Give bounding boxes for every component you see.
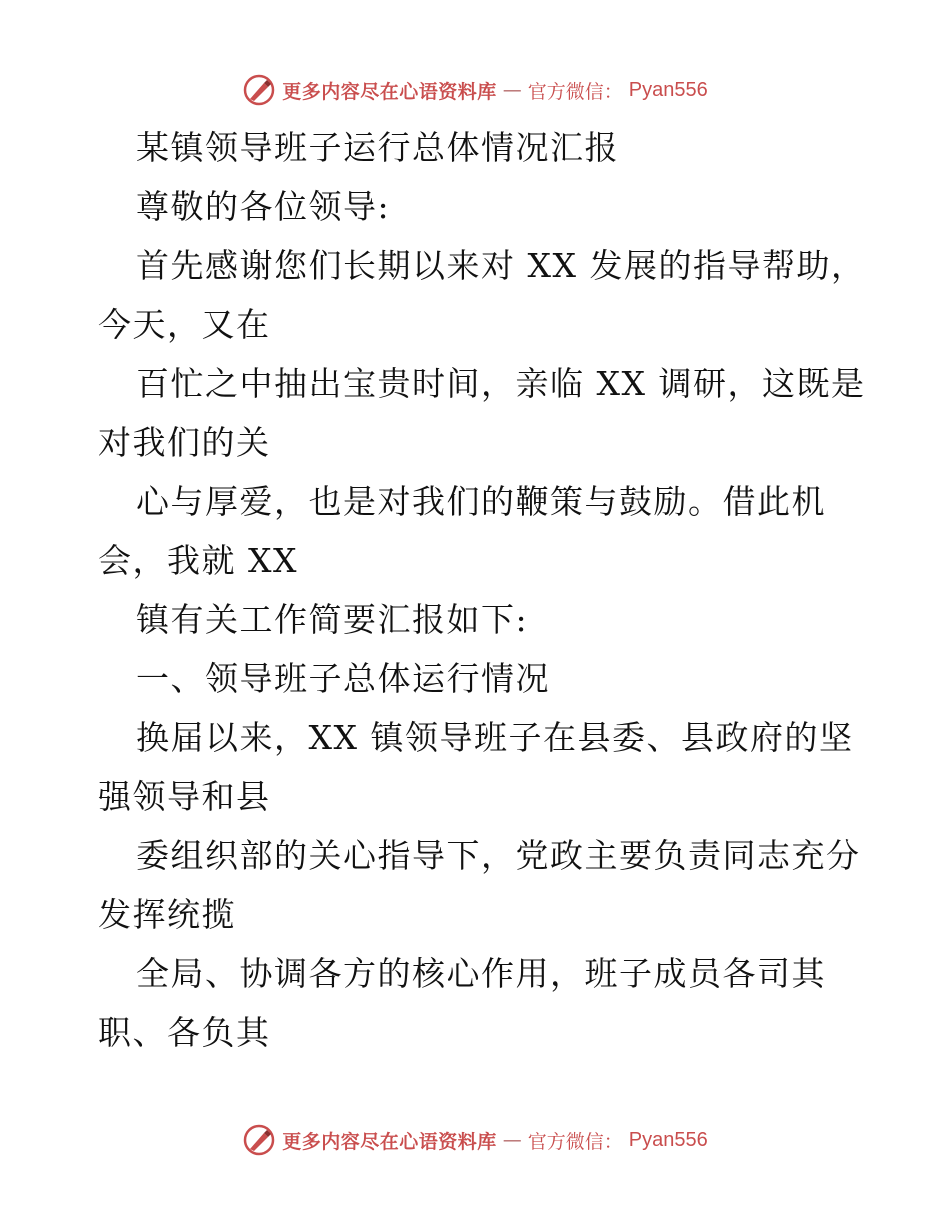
paragraph-line: 今天，又在 bbox=[98, 305, 271, 344]
watermark-label: 官方微信： bbox=[527, 80, 623, 103]
paragraph-line: 发挥统揽 bbox=[98, 895, 236, 934]
pen-circle-icon bbox=[242, 73, 276, 107]
header-watermark bbox=[0, 70, 950, 110]
watermark-label: 官方微信： bbox=[527, 1130, 623, 1153]
watermark-site-text: 更多内容尽在心语资料库 bbox=[282, 1130, 497, 1153]
paragraph-line: 会，我就 XX bbox=[98, 541, 298, 580]
watermark-dash: — bbox=[502, 79, 522, 101]
paragraph-line: 换届以来，XX 镇领导班子在县委、县政府的坚 bbox=[136, 718, 854, 757]
paragraph-line: 首先感谢您们长期以来对 XX 发展的指导帮助， bbox=[136, 246, 866, 285]
paragraph-line: 职、各负其 bbox=[98, 1013, 271, 1052]
document-title: 某镇领导班子运行总体情况汇报 bbox=[136, 128, 619, 167]
footer-watermark bbox=[0, 1120, 950, 1160]
watermark-handle: Pyan556 bbox=[628, 1128, 708, 1151]
paragraph-line: 百忙之中抽出宝贵时间，亲临 XX 调研，这既是 bbox=[136, 364, 866, 403]
paragraph-line: 镇有关工作简要汇报如下: bbox=[136, 600, 529, 639]
watermark-group bbox=[242, 73, 708, 107]
paragraph-line: 强领导和县 bbox=[98, 777, 271, 816]
paragraph-line: 全局、协调各方的核心作用，班子成员各司其 bbox=[136, 954, 826, 993]
pen-circle-icon bbox=[242, 1123, 276, 1157]
paragraph-line: 对我们的关 bbox=[98, 423, 271, 462]
paragraph-line: 委组织部的关心指导下，党政主要负责同志充分 bbox=[136, 836, 861, 875]
watermark-site-text: 更多内容尽在心语资料库 bbox=[282, 80, 497, 103]
section-heading: 一、领导班子总体运行情况 bbox=[136, 659, 550, 698]
watermark-dash: — bbox=[502, 1129, 522, 1151]
document-body bbox=[98, 118, 866, 1062]
watermark-group bbox=[242, 1123, 708, 1157]
watermark-handle: Pyan556 bbox=[628, 78, 708, 101]
paragraph-line: 心与厚爱，也是对我们的鞭策与鼓励。借此机 bbox=[136, 482, 826, 521]
salutation: 尊敬的各位领导: bbox=[136, 187, 391, 226]
